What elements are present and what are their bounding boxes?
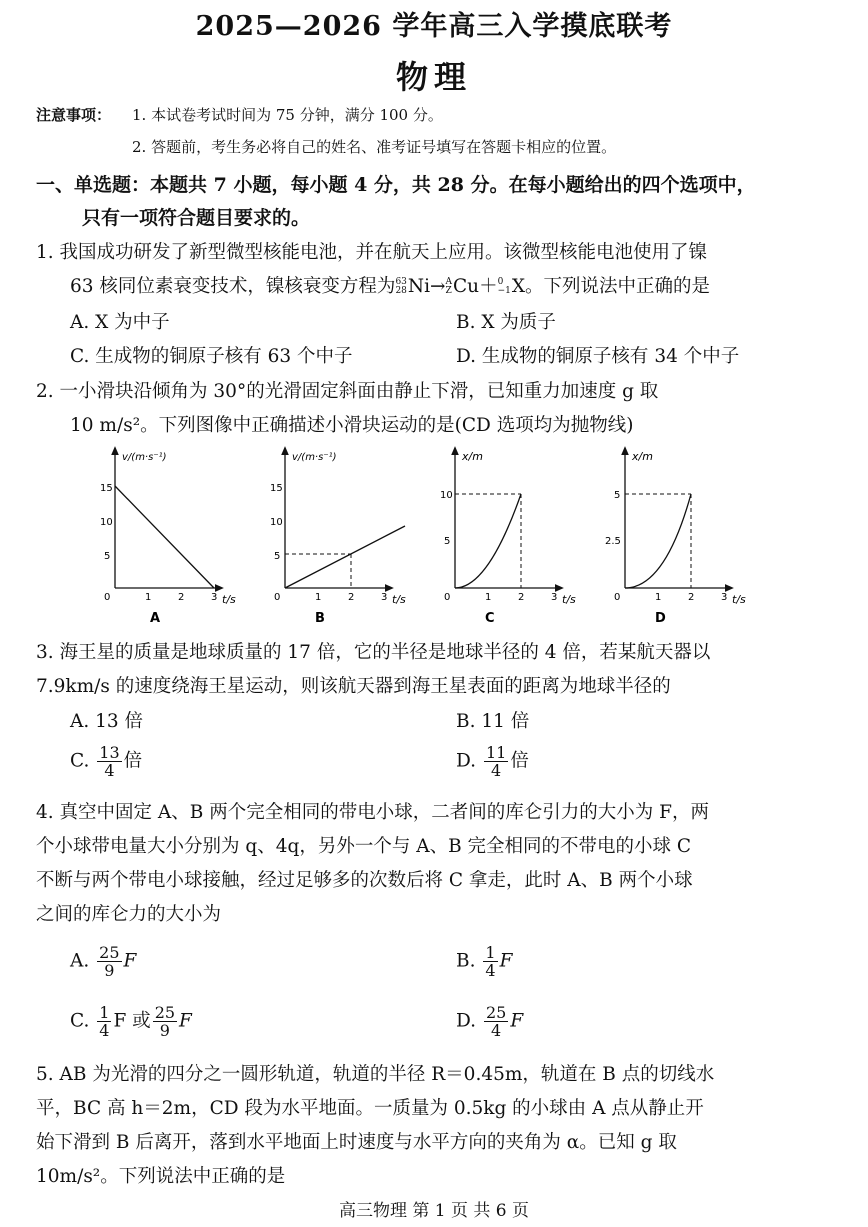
graph-b-caption: B [315, 611, 325, 626]
q5-line2: 平，BC 高 h＝2m，CD 段为水平地面。一质量为 0.5kg 的小球由 A 点从静止开 [36, 1098, 704, 1119]
svg-text:5: 5 [614, 490, 621, 501]
section-heading-line2: 只有一项符合题目要求的。 [82, 207, 311, 229]
q3-option-b: B. 11 倍 [456, 711, 530, 732]
svg-text:0: 0 [274, 592, 281, 603]
svg-text:2.5: 2.5 [605, 536, 621, 547]
q4-option-a: A. $\frac{25}{9}$ F [70, 943, 137, 980]
q3-option-c: C. $\frac{13}{4}$ 倍 [70, 743, 143, 780]
svg-text:0: 0 [444, 592, 451, 603]
graph-b-ylabel: v/(m·s⁻¹) [292, 452, 337, 463]
svg-text:0: 0 [104, 592, 111, 603]
graph-a [100, 450, 236, 626]
q3-line2: 7.9km/s 的速度绕海王星运动，则该航天器到海王星表面的距离为地球半径的 [36, 676, 671, 697]
svg-text:3: 3 [721, 592, 728, 603]
page-footer: 高三物理 第 1 页 共 6 页 [338, 1201, 530, 1221]
svg-text:10: 10 [100, 517, 113, 528]
q4-option-d: D. $\frac{25}{4}$ F [456, 1003, 524, 1040]
q1-option-a: A. X 为中子 [70, 312, 170, 333]
q5-line4: 10m/s²。下列说法中正确的是 [36, 1166, 286, 1187]
graph-a-caption: A [150, 611, 161, 626]
svg-text:3: 3 [211, 592, 218, 603]
svg-text:2: 2 [348, 592, 355, 603]
q3-option-d: D. $\frac{11}{4}$ 倍 [456, 743, 529, 780]
svg-text:15: 15 [100, 483, 113, 494]
svg-text:1: 1 [145, 592, 152, 603]
q4-line1: 4. 真空中固定 A、B 两个完全相同的带电小球，二者间的库仑引力的大小为 F，两 [36, 802, 709, 823]
q4-line3: 不断与两个带电小球接触，经过足够多的次数后将 C 拿走，此时 A、B 两个小球 [36, 870, 693, 891]
svg-text:1: 1 [655, 592, 662, 603]
notes-label: 注意事项： [36, 106, 112, 124]
q1-line1: 1. 我国成功研发了新型微型核能电池，并在航天上应用。该微型核能电池使用了镍 [36, 242, 708, 263]
svg-text:2: 2 [178, 592, 185, 603]
graph-d-ylabel: x/m [632, 450, 653, 463]
q4-line2: 个小球带电量大小分别为 q、4q，另外一个与 A、B 完全相同的不带电的小球 C [36, 836, 692, 857]
q3-option-a: A. 13 倍 [70, 711, 144, 732]
graph-b [270, 450, 406, 626]
graph-d [605, 450, 746, 626]
graph-a-ylabel: v/(m·s⁻¹) [122, 452, 167, 463]
svg-text:0: 0 [614, 592, 621, 603]
graph-c-ylabel: x/m [462, 450, 483, 463]
svg-text:10: 10 [440, 490, 453, 501]
svg-text:5: 5 [444, 536, 451, 547]
svg-text:2: 2 [518, 592, 525, 603]
q1-option-c: C. 生成物的铜原子核有 63 个中子 [70, 346, 353, 367]
svg-text:2: 2 [688, 592, 695, 603]
graph-b-xlabel: t/s [392, 593, 406, 606]
q2-graphs [90, 440, 790, 630]
note-item-2: 2. 答题前，考生务必将自己的姓名、准考证号填写在答题卡相应的位置。 [132, 138, 617, 156]
q1-option-d: D. 生成物的铜原子核有 34 个中子 [456, 346, 740, 367]
svg-text:10: 10 [270, 517, 283, 528]
q1-option-b: B. X 为质子 [456, 312, 556, 333]
graph-d-caption: D [655, 611, 666, 626]
q4-option-b: B. $\frac{1}{4}$ F [456, 943, 513, 980]
q5-line1: 5. AB 为光滑的四分之一圆形轨道，轨道的半径 R＝0.45m，轨道在 B 点的切线水 [36, 1064, 715, 1085]
svg-text:1: 1 [485, 592, 492, 603]
graph-a-xlabel: t/s [222, 593, 236, 606]
graph-c-caption: C [485, 611, 495, 626]
q1-line2: 63 核同位素衰变技术，镍核衰变方程为 63 28 Ni→ A Z Cu＋ 0 −1 X。下列说法中正确的是 [70, 276, 711, 297]
q4-line4: 之间的库仑力的大小为 [36, 904, 222, 925]
subject-title: 物理 [395, 58, 472, 96]
graph-c-xlabel: t/s [562, 593, 576, 606]
q4-option-c: C. $\frac{1}{4}$ F 或 $\frac{25}{9}$ F [70, 1003, 192, 1040]
svg-text:5: 5 [104, 551, 111, 562]
exam-title: 2025—2026 学年高三入学摸底联考 [195, 11, 673, 42]
svg-text:3: 3 [551, 592, 558, 603]
q3-line1: 3. 海王星的质量是地球质量的 17 倍，它的半径是地球半径的 4 倍，若某航天器以 [36, 642, 711, 663]
note-item-1: 1. 本试卷考试时间为 75 分钟，满分 100 分。 [132, 106, 443, 124]
section-heading-line1: 一、单选题：本题共 7 小题，每小题 4 分，共 28 分。在每小题给出的四个选项中， [36, 174, 756, 196]
svg-text:5: 5 [274, 551, 281, 562]
svg-text:3: 3 [381, 592, 388, 603]
q5-line3: 始下滑到 B 后离开，落到水平地面上时速度与水平方向的夹角为 α。已知 g 取 [36, 1132, 677, 1153]
svg-text:1: 1 [315, 592, 322, 603]
graph-c [440, 450, 576, 626]
q2-line1: 2. 一小滑块沿倾角为 30°的光滑固定斜面由静止下滑，已知重力加速度 g 取 [36, 381, 659, 402]
q2-line2: 10 m/s²。下列图像中正确描述小滑块运动的是(CD 选项均为抛物线) [70, 415, 634, 436]
graph-d-xlabel: t/s [732, 593, 746, 606]
svg-text:15: 15 [270, 483, 283, 494]
